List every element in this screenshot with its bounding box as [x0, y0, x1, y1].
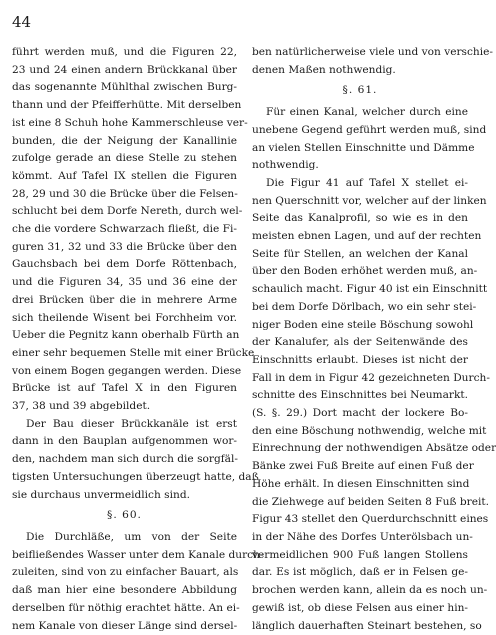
text-line: daß man hier eine besondere Abbildung	[12, 582, 237, 600]
page-number: 44	[12, 14, 31, 30]
text-line: schlucht bei dem Dorfe Nereth, durch wel-	[12, 203, 237, 221]
text-line: Höhe erhält. In diesen Einschnitten sind	[252, 476, 468, 494]
paragraph-bridges	[12, 44, 237, 416]
text-line: die Ziehwege auf beiden Seiten 8 Fuß breit.	[252, 494, 468, 512]
text-line: der Kanalufer, als der Seitenwände des	[252, 334, 468, 352]
text-line: an vielen Stellen Einschnitte und Dämme	[252, 140, 468, 158]
text-line: vermeidlichen 900 Fuß langen Stollens	[252, 547, 468, 565]
text-line: unebene Gegend geführt werden muß, sind	[252, 122, 468, 140]
text-line: Die Durchläße, um von der Seite	[12, 529, 237, 547]
text-line: denen Maßen nothwendig.	[252, 62, 468, 80]
text-line: Brücke ist auf Tafel X in den Figuren	[12, 380, 237, 398]
text-line: brochen werden kann, allein da es noch un-	[252, 582, 468, 600]
text-line: bei dem Dorfe Dörlbach, wo ein sehr stei-	[252, 299, 468, 317]
text-line: meisten ebnen Lagen, und auf der rechten	[252, 228, 468, 246]
text-line: bunden, die der Neigung der Kanallinie	[12, 133, 237, 151]
paragraph-cuttings-intro	[252, 104, 468, 175]
paragraph-culverts	[12, 529, 237, 635]
text-line: Ueber die Pegnitz kann oberhalb Fürth an	[12, 327, 237, 345]
text-line: von einem Bogen gegangen werden. Diese	[12, 363, 237, 381]
text-line: derselben für nöthig erachtet hätte. An ei-	[12, 600, 237, 618]
text-line: drei Brücken über die in mehrere Arme	[12, 292, 237, 310]
text-line: einer sehr bequemen Stelle mit einer Brücke	[12, 345, 237, 363]
text-line: Fall in dem in Figur 42 gezeichneten Durch-	[252, 370, 468, 388]
paragraph-figures	[252, 175, 468, 635]
text-line: und die Figuren 34, 35 und 36 eine der	[12, 274, 237, 292]
text-line: sie durchaus unvermeidlich sind.	[12, 487, 237, 505]
text-line: zuleiten, sind von zu einfacher Bauart, als	[12, 564, 237, 582]
text-line: Einschnitts erlaubt. Dieses ist nicht der	[252, 352, 468, 370]
left-column	[12, 44, 237, 635]
text-line: führt werden muß, und die Figuren 22,	[12, 44, 237, 62]
text-line: tigsten Untersuchungen überzeugt hatte, daß	[12, 469, 237, 487]
text-line: kömmt. Auf Tafel IX stellen die Figuren	[12, 168, 237, 186]
right-column	[252, 44, 468, 635]
text-line: den, nachdem man sich durch die sorgfäl-	[12, 451, 237, 469]
text-line: ist eine 8 Schuh hohe Kammerschleuse ver-	[12, 115, 237, 133]
text-line: Die Figur 41 auf Tafel X stellet ei-	[252, 175, 468, 193]
text-line: beifließendes Wasser unter dem Kanale durch-	[12, 547, 237, 565]
text-line: Seite für Stellen, an welchen der Kanal	[252, 246, 468, 264]
text-line: sich theilende Wisent bei Forchheim vor.	[12, 310, 237, 328]
text-line: guren 31, 32 und 33 die Brücke über den	[12, 239, 237, 257]
text-line: dann in den Bauplan aufgenommen wor-	[12, 433, 237, 451]
text-line: den eine Böschung nothwendig, welche mit	[252, 423, 468, 441]
text-line: schnitte des Einschnittes bei Neumarkt.	[252, 387, 468, 405]
section-heading-61: §. 61.	[252, 82, 468, 100]
text-line: schaulich macht. Figur 40 ist ein Einschnitt	[252, 281, 468, 299]
section-heading-60: §. 60.	[12, 507, 237, 525]
text-line: niger Boden eine steile Böschung sowohl	[252, 317, 468, 335]
text-line: zufolge gerade an diese Stelle zu stehen	[12, 150, 237, 168]
text-line: dar. Es ist möglich, daß er in Felsen ge-	[252, 564, 468, 582]
text-line: über den Boden erhöhet werden muß, an-	[252, 263, 468, 281]
text-line: 28, 29 und 30 die Brücke über die Felsen-	[12, 186, 237, 204]
text-line: Der Bau dieser Brückkanäle ist erst	[12, 416, 237, 434]
text-line: 23 und 24 einen andern Brückkanal über	[12, 62, 237, 80]
text-line: (S. §. 29.) Dort macht der lockere Bo-	[252, 405, 468, 423]
text-line: Seite das Kanalprofil, so wie es in den	[252, 210, 468, 228]
text-line: gewiß ist, ob diese Felsen aus einer hin-	[252, 600, 468, 618]
text-line: 37, 38 und 39 abgebildet.	[12, 398, 237, 416]
text-line: Einrechnung der nothwendigen Absätze oder	[252, 440, 468, 458]
paragraph-continuation	[252, 44, 468, 79]
text-line: thann und der Pfeifferhütte. Mit derselben	[12, 97, 237, 115]
text-line: in der Nähe des Dorfes Unterölsbach un-	[252, 529, 468, 547]
text-line: Figur 43 stellet den Querdurchschnitt eines	[252, 511, 468, 529]
text-line: Gauchsbach bei dem Dorfe Röttenbach,	[12, 256, 237, 274]
paragraph-construction	[12, 416, 237, 505]
text-line: nothwendig.	[252, 157, 468, 175]
text-line: nem Kanale von dieser Länge sind dersel-	[12, 618, 237, 635]
text-line: che die vordere Schwarzach fließt, die Fi-	[12, 221, 237, 239]
text-line: das sogenannte Mühlthal zwischen Burg-	[12, 79, 237, 97]
text-line: nen Querschnitt vor, welcher auf der linken	[252, 193, 468, 211]
text-line: ben natürlicherweise viele und von verschie-	[252, 44, 468, 62]
text-line: länglich dauerhaften Steinart bestehen, so	[252, 618, 468, 635]
text-line: Bänke zwei Fuß Breite auf einen Fuß der	[252, 458, 468, 476]
text-line: Für einen Kanal, welcher durch eine	[252, 104, 468, 122]
